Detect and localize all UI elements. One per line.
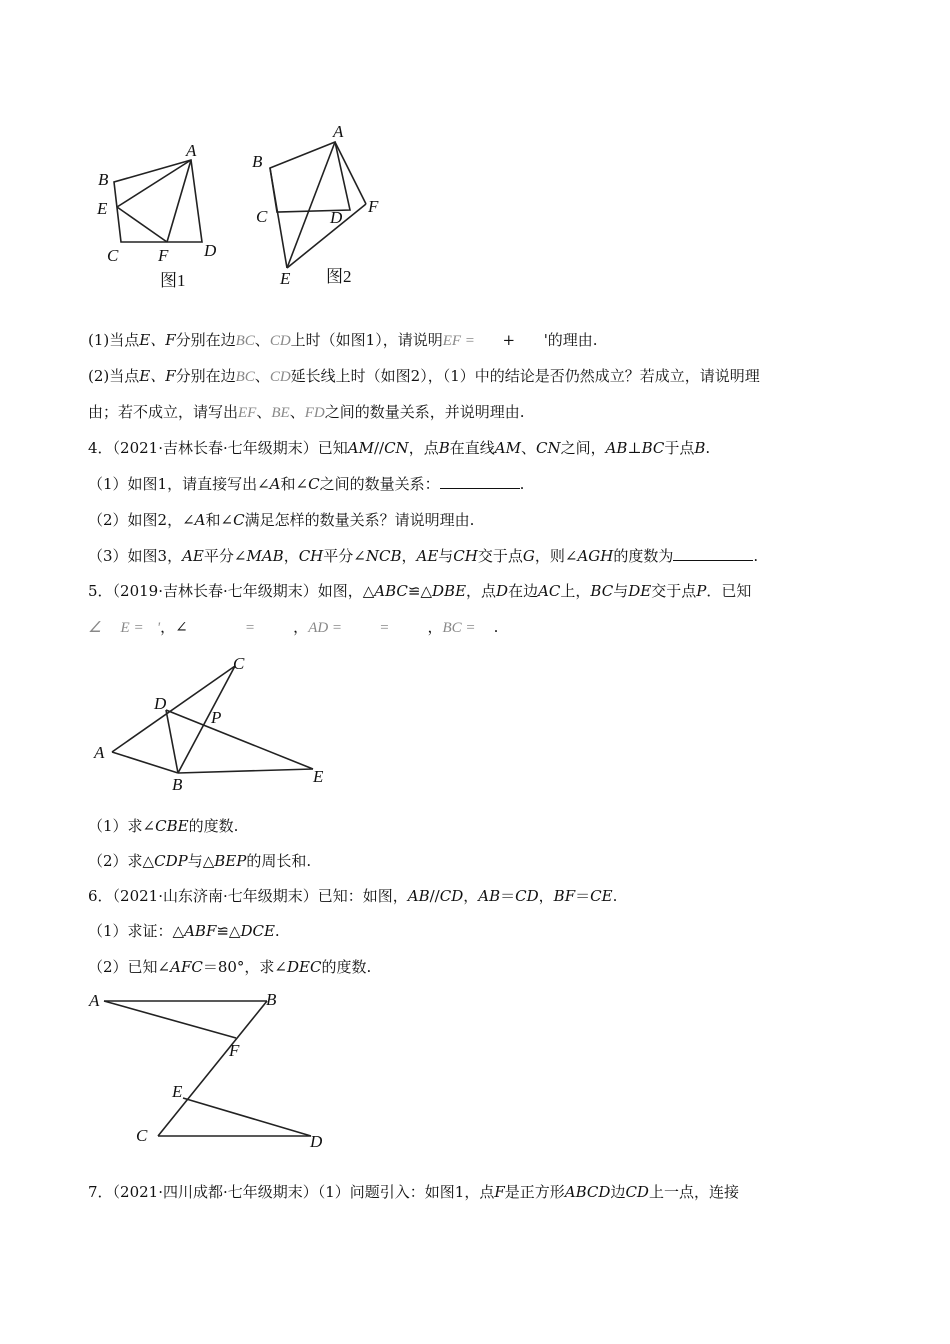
fig2-label-d: D bbox=[330, 208, 343, 227]
q4-part1: （1）如图1，请直接写出∠A和∠C之间的数量关系： . bbox=[88, 475, 525, 493]
q6-part2: （2）已知∠AFC＝80°，求∠DEC的度数. bbox=[88, 958, 372, 976]
answer-blank[interactable] bbox=[673, 546, 753, 561]
q5-head: 5．（2019·吉林长春·七年级期末）如图，△ABC≌△DBE，点D在边AC上，BC与DE交于点P．已知 bbox=[88, 582, 752, 600]
fig4-label-f: F bbox=[229, 1041, 240, 1060]
fig3-label-e: E bbox=[313, 767, 324, 786]
q4-part2: （2）如图2，∠A和∠C满足怎样的数量关系？请说明理由. bbox=[88, 511, 475, 529]
fig2-label-b: B bbox=[252, 152, 263, 171]
answer-blank[interactable] bbox=[440, 474, 520, 489]
fig1-label-e: E bbox=[97, 199, 108, 218]
fig3-label-p: P bbox=[211, 708, 222, 727]
figure-q6-svg bbox=[86, 988, 336, 1150]
fig3-label-c: C bbox=[233, 654, 245, 673]
figure-1-2-svg bbox=[90, 118, 410, 298]
figure-q6 bbox=[86, 988, 336, 1150]
fig3-label-d: D bbox=[154, 694, 167, 713]
fig2-caption: 图2 bbox=[326, 267, 352, 286]
q3-part3: 由；若不成立，请写出EF、BE、FD之间的数量关系，并说明理由. bbox=[88, 403, 525, 421]
fig1-caption: 图1 bbox=[160, 271, 186, 290]
q6-part1: （1）求证：△ABF≌△DCE. bbox=[88, 922, 280, 940]
fig4-label-e: E bbox=[172, 1082, 183, 1101]
q6-head: 6．（2021·山东济南·七年级期末）已知：如图，AB//CD，AB＝CD，BF＝CE. bbox=[88, 887, 618, 905]
q5-given: ∠ E = '，∠ = ，AD = = ，BC = . bbox=[88, 618, 499, 636]
fig2-label-f: F bbox=[368, 197, 379, 216]
figure-q5-svg bbox=[90, 652, 340, 797]
fig3-label-a: A bbox=[94, 743, 105, 762]
fig3-label-b: B bbox=[172, 775, 183, 794]
q4-head: 4．（2021·吉林长春·七年级期末）已知AM//CN，点B在直线AM、CN之间，AB⊥BC于点B. bbox=[88, 439, 711, 457]
fig1-label-c: C bbox=[107, 246, 119, 265]
fig1-label-f: F bbox=[158, 246, 169, 265]
fig1-label-d: D bbox=[204, 241, 217, 260]
fig1-label-b: B bbox=[98, 170, 109, 189]
fig2-label-c: C bbox=[256, 207, 268, 226]
fig4-label-d: D bbox=[310, 1132, 323, 1150]
q4-part3: （3）如图3，AE平分∠MAB，CH平分∠NCB，AE与CH交于点G，则∠AGH的度数为 . bbox=[88, 547, 759, 565]
fig2-label-a: A bbox=[333, 122, 344, 141]
fig4-label-c: C bbox=[136, 1126, 148, 1145]
fig4-label-b: B bbox=[266, 990, 277, 1009]
q3-part1: (1)当点E、F分别在边BC、CD上时（如图1），请说明EF = + '的理由. bbox=[88, 331, 598, 349]
fig2-label-e: E bbox=[280, 269, 291, 288]
figure-1-2 bbox=[90, 118, 410, 298]
fig4-label-a: A bbox=[89, 991, 100, 1010]
q5-part1: （1）求∠CBE的度数. bbox=[88, 817, 239, 835]
q5-part2: （2）求△CDP与△BEP的周长和. bbox=[88, 852, 312, 870]
fig1-label-a: A bbox=[186, 141, 197, 160]
figure-q5 bbox=[90, 652, 340, 797]
q7-head: 7．（2021·四川成都·七年级期末）（1）问题引入：如图1，点F是正方形ABCD边CD上一点，连接 bbox=[88, 1183, 739, 1201]
q3-part2: (2)当点E、F分别在边BC、CD延长线上时（如图2），（1）中的结论是否仍然成立？若成立，请说明理 bbox=[88, 367, 760, 385]
